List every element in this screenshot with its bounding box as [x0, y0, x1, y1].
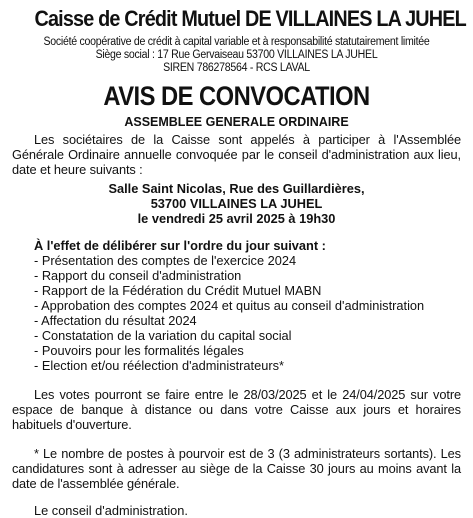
list-item: - Rapport du conseil d'administration [34, 268, 242, 283]
head-office-address: Siège social : 17 Rue Gervaiseau 53700 VILLAINES LA JUHEL [95, 49, 378, 61]
footnote-paragraph: * Le nombre de postes à pourvoir est de 3 (3 administrateurs sortants). Les candidatures sont à adresser au siège de la Caisse 30 jours au moins avant la date de l'assemblée générale. [12, 446, 461, 491]
spacer [12, 373, 461, 387]
intro-paragraph: Les sociétaires de la Caisse sont appelés à participer à l'Assemblée Générale Ordinaire annuelle convoquée par le conseil d'administration aux lieu, date et heure suivants : [12, 132, 461, 177]
list-item: - Constatation de la variation du capital social [34, 328, 292, 343]
votes-paragraph: Les votes pourront se faire entre le 28/03/2025 et le 24/04/2025 sur votre espace de banque à distance ou dans votre Caisse aux jours et horaires habituels d'ouverture. [12, 387, 461, 432]
venue-city: 53700 VILLAINES LA JUHEL [150, 196, 323, 211]
siren-rcs: SIREN 786278564 - RCS LAVAL [163, 62, 310, 74]
agenda-list [12, 253, 461, 373]
assembly-type: ASSEMBLEE GENERALE ORDINAIRE [124, 115, 349, 129]
venue-date: le vendredi 25 avril 2025 à 19h30 [137, 211, 336, 226]
list-item: - Affectation du résultat 2024 [34, 313, 197, 328]
venue-place: Salle Saint Nicolas, Rue des Guillardières, [108, 181, 365, 196]
agenda-title: À l'effet de délibérer sur l'ordre du jour suivant : [34, 238, 326, 253]
caisse-title: Caisse de Crédit Mutuel DE VILLAINES LA JUHEL [34, 6, 466, 31]
list-item: - Pouvoirs pour les formalités légales [34, 343, 244, 358]
spacer [12, 491, 461, 503]
venue-block [12, 181, 461, 226]
list-item: - Election et/ou réélection d'administrateurs* [34, 358, 284, 373]
list-item: - Présentation des comptes de l'exercice 2024 [34, 253, 297, 268]
list-item: - Approbation des comptes 2024 et quitus au conseil d'administration [34, 298, 425, 313]
spacer [12, 432, 461, 446]
avis-title: AVIS DE CONVOCATION [103, 81, 370, 111]
list-item: - Rapport de la Fédération du Crédit Mutuel MABN [34, 283, 322, 298]
signature: Le conseil d'administration. [34, 503, 188, 518]
company-description: Société coopérative de crédit à capital variable et à responsabilité statutairement limitée [43, 36, 430, 48]
